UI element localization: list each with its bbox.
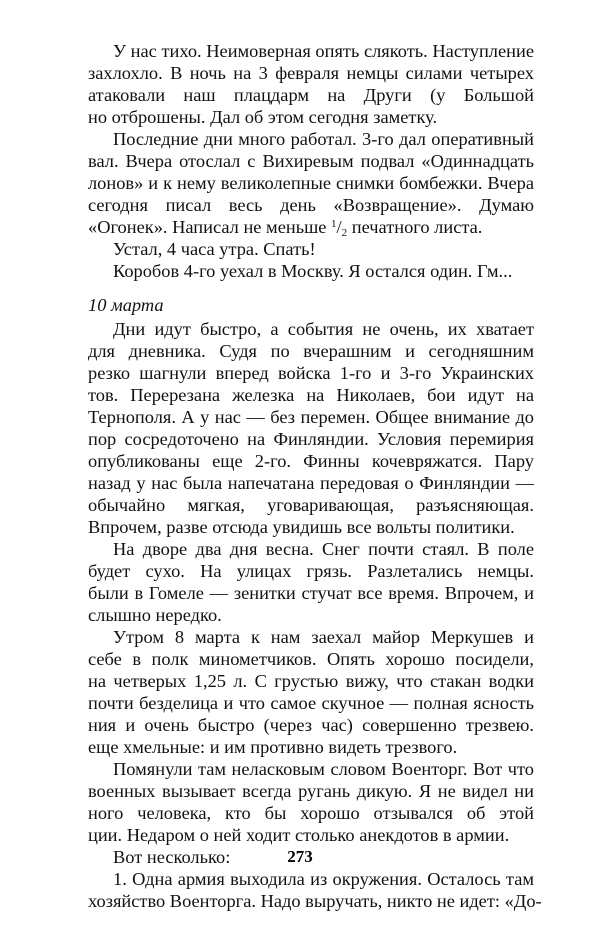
- text-line: пор сосредоточено на Финляндии. Условия перемирия: [88, 429, 534, 449]
- text-line: Последние дни много работал. 3-го дал оперативный: [113, 129, 534, 149]
- text-line: Вот несколько:: [113, 847, 231, 867]
- text-line: ного человека, кто бы хорошо отзывался об этой: [88, 803, 534, 823]
- text-line: захлохло. В ночь на 3 февраля немцы силами четырех: [88, 63, 534, 83]
- text-line: ния и очень быстро (через час) совершенно трезвею.: [88, 715, 534, 735]
- text-line: военных вызывает всегда ругань дикую. Я не видел ни: [88, 781, 534, 801]
- text-line: но отброшены. Дал об этом сегодня заметку.: [88, 107, 438, 127]
- text-line: Утром 8 марта к нам заехал майор Меркушев и: [113, 627, 534, 647]
- text-line: Тернополя. А у нас — без перемен. Общее внимание до: [88, 407, 534, 427]
- text-line: назад у нас была напечатана передовая о Финляндии —: [88, 473, 534, 493]
- text-line: почти безделица и что самое скучное — полная ясность: [88, 693, 534, 713]
- date-heading: 10 марта: [88, 295, 164, 315]
- text-line: тов. Перерезана железка на Николаев, бои идут на: [88, 385, 534, 405]
- text-line: слышно нередко.: [88, 605, 222, 625]
- text-line: ции. Недаром о ней ходит столько анекдотов в армии.: [88, 825, 510, 845]
- text-line: Устал, 4 часа утра. Спать!: [113, 239, 316, 259]
- text-line: для дневника. Судя по вчерашним и сегодняшним: [88, 341, 534, 361]
- text-line: На дворе два дня весна. Снег почти стаял. В поле: [113, 539, 534, 559]
- text-line: лонов» и к нему великолепные снимки бомбежки. Вчера: [88, 173, 534, 193]
- text-line: Помянули там неласковым словом Военторг. Вот что: [113, 759, 534, 779]
- text-line: атаковали наш плацдарм на Други (у Большой: [88, 85, 534, 105]
- text-line: У нас тихо. Неимоверная опять слякоть. Наступление: [113, 41, 534, 61]
- text-line: Впрочем, разве отсюда увидишь все вольты политики.: [88, 517, 515, 537]
- text-line: хозяйство Военторга. Надо выручать, никто не идет: «До-: [88, 891, 542, 911]
- text-line: опубликованы еще 2-го. Финны кочевряжатся. Пару: [88, 451, 534, 471]
- text-line: были в Гомеле — зенитки стучат все время. Впрочем, и: [88, 583, 534, 603]
- text-line: будет сухо. На улицах грязь. Разлетались немцы.: [88, 561, 534, 581]
- text-line: Коробов 4-го уехал в Москву. Я остался один. Гм...: [113, 261, 513, 281]
- text-line: обычайно мягкая, уговаривающая, разъясняющая.: [88, 495, 534, 515]
- text-line: «Огонек». Написал не меньше $^1/_2$ печатного листа.: [88, 217, 483, 239]
- text-line: себе в полк минометчиков. Опять хорошо посидели,: [88, 649, 534, 669]
- text-line: 1. Одна армия выходила из окружения. Осталось там: [113, 869, 534, 889]
- text-line: сегодня писал весь день «Возвращение». Думаю: [88, 195, 534, 215]
- page-number: 273: [287, 847, 313, 866]
- text-line: резко шагнули вперед войска 1-го и 3-го Украинских: [88, 363, 534, 383]
- text-line: еще хмельные: и им противно видеть трезвого.: [88, 737, 458, 757]
- text-line: вал. Вчера отослал с Вихиревым подвал «Одиннадцать: [88, 151, 534, 171]
- text-line: на четверых 1,25 л. С грустью вижу, что стакан водки: [88, 671, 534, 691]
- text-line: Дни идут быстро, а события не очень, их хватает: [113, 319, 534, 339]
